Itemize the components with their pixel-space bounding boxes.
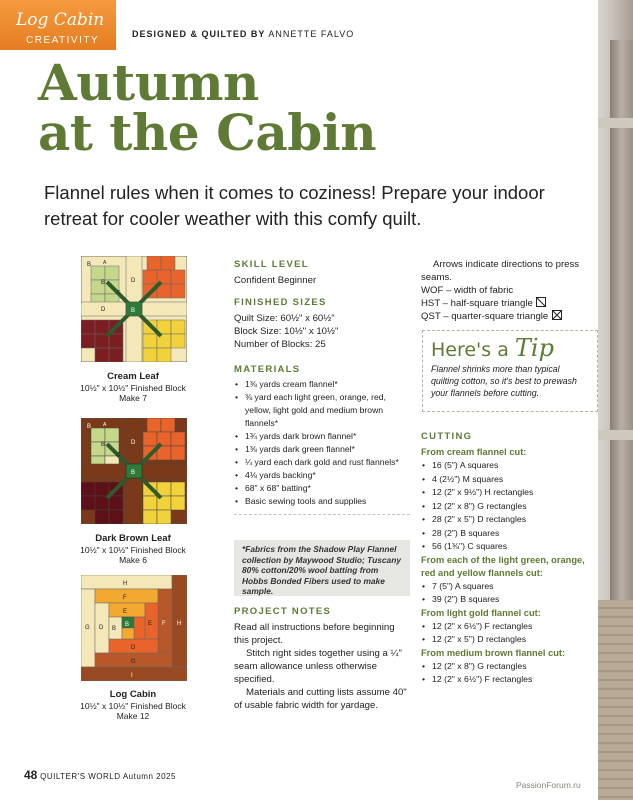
press-note: Arrows indicate directions to press seams. (421, 259, 580, 283)
cutting-item: • 12 (2" x 6½") F rectangles (421, 673, 601, 687)
cutting-group-title: From each of the light green, orange, red and yellow flannels cut: (421, 554, 585, 578)
cutting-groups (421, 446, 601, 687)
block-label: B (125, 622, 130, 628)
block-label: B (87, 262, 92, 268)
cutting-item: • 12 (2" x 8") G rectangles (421, 660, 601, 674)
block-name: Cream Leaf (107, 371, 159, 382)
tip-title (431, 334, 589, 362)
log-cabin-caption (48, 690, 218, 722)
project-note: Read all instructions before beginning this project. (234, 622, 395, 646)
cutting-item: • 16 (5") A squares (421, 459, 601, 473)
block-size: 10½" x 10½" Finished Block (80, 544, 186, 555)
tip-body: Flannel shrinks more than typical quilting cotton, so it's best to prewash your flannels before cutting. (431, 364, 577, 398)
block-label: B (101, 280, 106, 286)
porch-rail (598, 118, 633, 128)
cutting-item: • 12 (2" x 8") G rectangles (421, 500, 601, 514)
cutting-item: • 28 (2" x 5") D rectangles (421, 513, 601, 527)
block-label: F (123, 595, 127, 601)
cutting-item: • 12 (2" x 5") D rectangles (421, 633, 601, 647)
designer-credit-label: DESIGNED & QUILTED BY (132, 29, 266, 39)
porch-floor (598, 600, 633, 800)
block-label: B (87, 424, 92, 430)
block-label: B (112, 626, 117, 632)
block-count: Make 7 (119, 393, 147, 403)
cutting-item: • 4 (2½") M squares (421, 473, 601, 487)
skill-value: Confident Beginner (234, 275, 317, 286)
section-tab (0, 0, 116, 50)
background-photo (598, 0, 633, 800)
issue: Autumn 2025 (122, 772, 176, 781)
cutting-heading: CUTTING (421, 431, 473, 442)
block-label: D (131, 278, 136, 284)
block-size-value: Block Size: 10½" x 10½" (234, 326, 339, 337)
materials-item: • 1¾ yards dark brown flannel* (234, 430, 410, 443)
cutting-group-title: From cream flannel cut: (421, 447, 527, 457)
block-label: G (131, 659, 136, 665)
finished-section (234, 296, 410, 351)
materials-item: • 4⅛ yards backing* (234, 469, 410, 482)
block-label: G (85, 625, 90, 631)
cream-leaf-block-diagram (81, 256, 187, 362)
cutting-list (421, 620, 601, 647)
abbrev-qst: QST – quarter-square triangle (421, 311, 549, 322)
materials-item: • Basic sewing tools and supplies (234, 495, 410, 508)
project-note: Stitch right sides together using a ¼" seam allowance unless otherwise specified. (234, 648, 402, 685)
designer-credit (132, 29, 354, 39)
block-label: I (131, 673, 133, 679)
cutting-list (421, 459, 601, 554)
page-title (38, 53, 377, 162)
cutting-item: • 39 (2") B squares (421, 593, 601, 607)
skill-heading: SKILL LEVEL (234, 259, 309, 270)
dark-brown-leaf-caption (48, 534, 218, 566)
block-label: A (103, 422, 107, 428)
block-label: D (131, 645, 136, 651)
abbrev-qst-row (421, 310, 597, 323)
cream-leaf-caption (48, 372, 218, 404)
qst-icon (552, 310, 562, 320)
block-name: Dark Brown Leaf (95, 533, 171, 544)
page-title-line1: Autumn (38, 53, 259, 112)
block-count: Make 12 (116, 711, 150, 721)
cutting-section (421, 430, 601, 687)
cutting-group-title: From medium brown flannel cut: (421, 647, 566, 658)
block-label: E (123, 609, 128, 615)
block-label: D (99, 625, 104, 631)
cutting-list (421, 660, 601, 687)
project-note: Materials and cutting lists assume 40" of usable fabric width for yardage. (234, 687, 407, 711)
tip-title-b: Tip (514, 334, 554, 362)
tip-box (422, 330, 598, 412)
finished-heading: FINISHED SIZES (234, 297, 327, 308)
dark-brown-leaf-block-diagram (81, 418, 187, 524)
block-label: A (103, 260, 107, 266)
block-label: C (117, 452, 121, 458)
block-label: B (131, 308, 136, 314)
block-label: F (162, 621, 166, 627)
designer-name: ANNETTE FALVO (268, 29, 355, 39)
cutting-item: • 7 (5") A squares (421, 580, 601, 594)
page-footer (24, 768, 176, 782)
project-notes-heading: PROJECT NOTES (234, 606, 332, 617)
porch-rail (598, 430, 633, 440)
materials-section (234, 362, 410, 537)
abbrev-wof: WOF – width of fabric (421, 285, 514, 296)
cutting-item: • 12 (2" x 6½") F rectangles (421, 620, 601, 634)
materials-item: • ¼ yard each dark gold and rust flannels* (234, 456, 410, 469)
abbrev-hst: HST – half-square triangle (421, 298, 533, 309)
divider (234, 514, 410, 515)
abbreviations-section (421, 258, 597, 323)
block-label: B (101, 442, 106, 448)
block-count-value: Number of Blocks: 25 (234, 339, 326, 350)
materials-list (234, 378, 410, 508)
skill-section (234, 258, 410, 287)
watermark: PassionForum.ru (516, 780, 581, 790)
magazine-name: QUILTER'S WORLD (40, 772, 121, 781)
intro-text: Flannel rules when it comes to coziness! Prepare your indoor retreat for cooler weather with this comfy quilt. (44, 182, 545, 229)
project-notes-section (234, 605, 410, 712)
page-title-line2: at the Cabin (38, 103, 377, 162)
block-label: D (101, 307, 106, 313)
block-label: H (177, 621, 182, 627)
cutting-item: • 56 (1⅜") C squares (421, 540, 601, 554)
materials-heading: MATERIALS (234, 364, 301, 375)
block-label: C (117, 290, 121, 296)
cutting-item: • 12 (2" x 9½") H rectangles (421, 486, 601, 500)
tip-title-a: Here's a (431, 339, 509, 361)
materials-item: • 68" x 68" batting* (234, 482, 410, 495)
hst-icon (536, 297, 546, 307)
materials-item: • 1⅜ yards cream flannel* (234, 378, 410, 391)
block-label: D (131, 440, 136, 446)
block-label: B (131, 470, 136, 476)
block-label: E (148, 621, 153, 627)
abbrev-hst-row (421, 297, 597, 310)
cutting-list (421, 580, 601, 607)
block-size: 10½" x 10½" Finished Block (80, 700, 186, 711)
materials-item: • 1⅜ yards dark green flannel* (234, 443, 410, 456)
block-label: H (123, 581, 128, 587)
cutting-item: • 28 (2") B squares (421, 527, 601, 541)
log-cabin-block-diagram (81, 575, 187, 681)
quilt-size: Quilt Size: 60½" x 60½" (234, 313, 335, 324)
page-number: 48 (24, 768, 38, 782)
block-name: Log Cabin (109, 689, 157, 700)
section-tab-title: Log Cabin (16, 10, 105, 30)
materials-note: *Fabrics from the Shadow Play Flannel collection by Maywood Studio; Tuscany 80% cotton/20% wool batting from Hobbs Bonded Fibers used to make sample. (234, 540, 410, 596)
section-tab-subtitle: CREATIVITY (26, 35, 100, 46)
cutting-group-title: From light gold flannel cut: (421, 607, 541, 618)
block-count: Make 6 (119, 555, 147, 565)
materials-item: • ⅜ yard each light green, orange, red, yellow, light gold and medium brown flannels* (234, 391, 410, 430)
block-size: 10½" x 10½" Finished Block (80, 382, 186, 393)
